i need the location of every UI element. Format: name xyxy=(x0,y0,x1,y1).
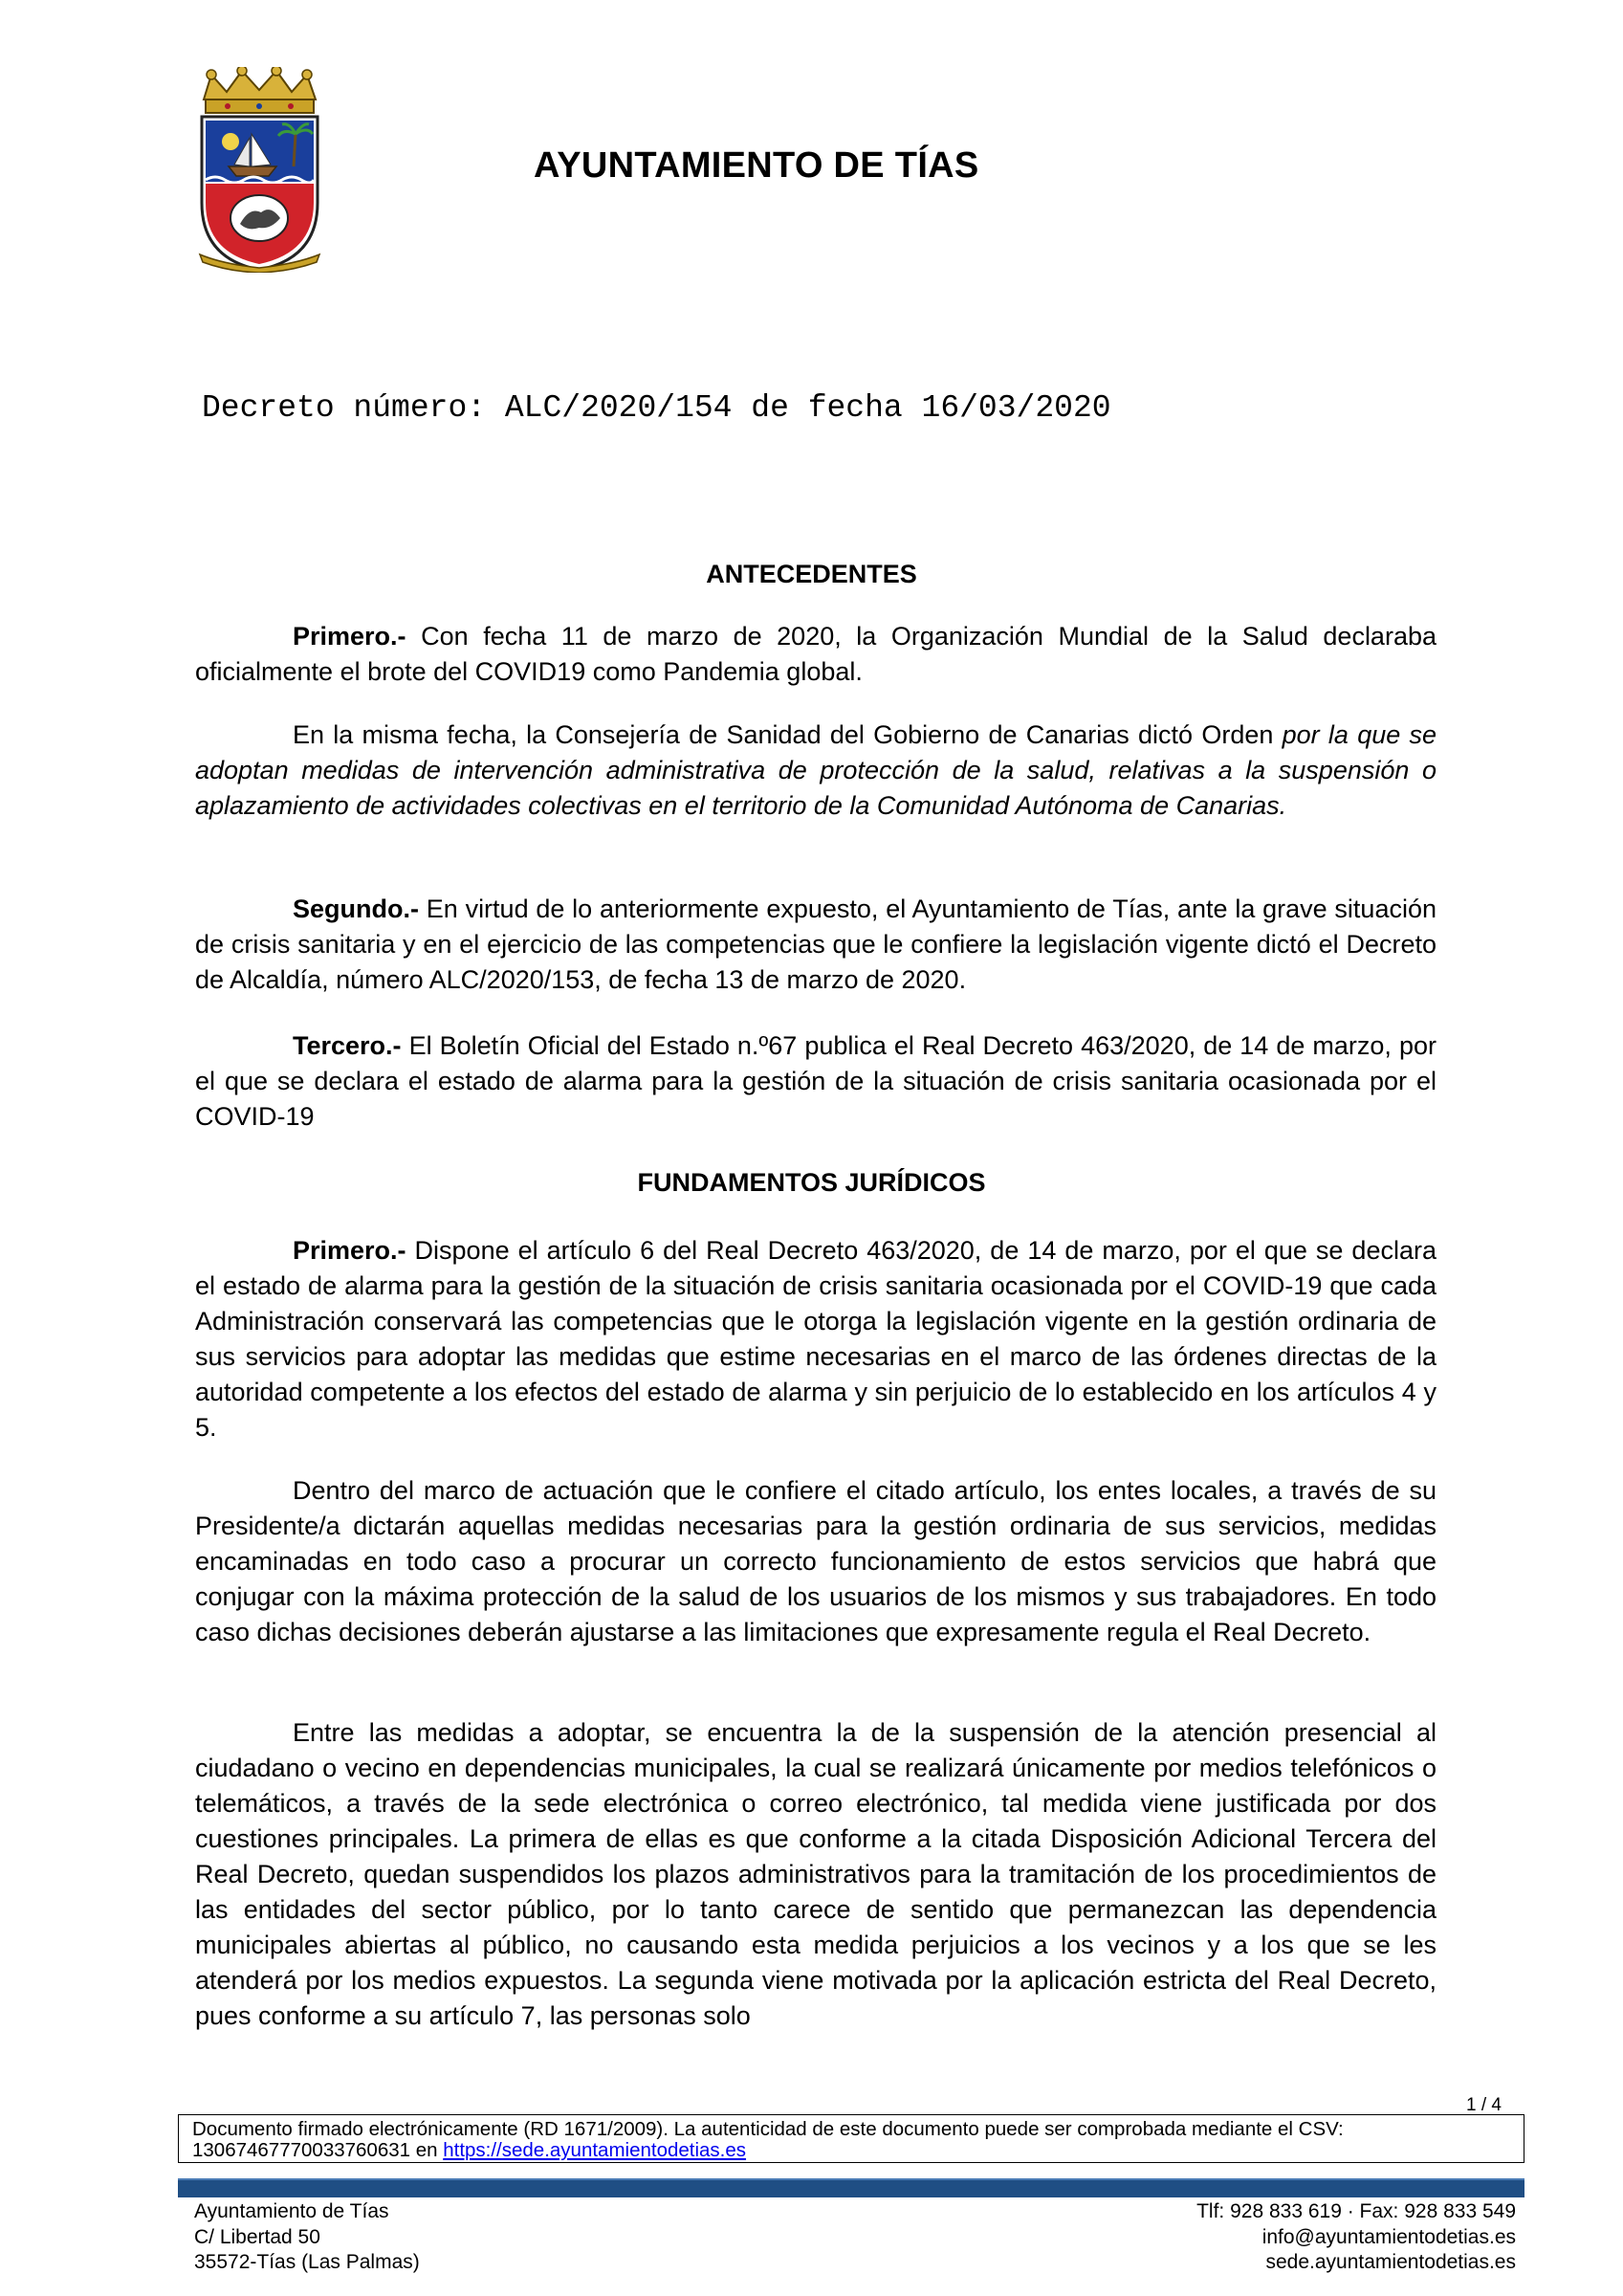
paragraph-lead: Segundo.- xyxy=(293,894,419,923)
footer-street: C/ Libertad 50 xyxy=(194,2225,320,2248)
paragraph-text: En virtud de lo anteriormente expuesto, el Ayuntamiento de Tías, ante la grave situación de crisis sanitaria y en el ejercicio de las competencias que le confiere la legislación vigente dictó el Decreto de Alcaldía, número ALC/2020/153, de fecha 13 de marzo de 2020. xyxy=(195,894,1437,994)
footer-org-name: Ayuntamiento de Tías xyxy=(194,2200,389,2222)
page-number: 1 / 4 xyxy=(1466,2095,1502,2115)
paragraph-lead: Primero.- xyxy=(293,622,406,651)
paragraph-text: El Boletín Oficial del Estado n.º67 publica el Real Decreto 463/2020, de 14 de marzo, por el que se declara el estado de alarma para la gestión de la situación de crisis sanitaria ocasionada por el COVID-19 xyxy=(195,1031,1437,1131)
paragraph-lead: Tercero.- xyxy=(293,1031,402,1060)
paragraph-antecedentes-segundo xyxy=(195,892,1437,998)
paragraph-fundamentos-primero xyxy=(195,1233,1437,1446)
paragraph-antecedentes-orden xyxy=(195,718,1437,824)
paragraph-italic-title: por la que se adoptan medidas de intervención administrativa de protección de la salud, relativas a la suspensión o aplazamiento de actividades colectivas en el territorio de la Comunidad Autónoma de Canarias. xyxy=(195,720,1437,820)
organization-title: AYUNTAMIENTO DE TÍAS xyxy=(534,145,979,186)
paragraph-text: Dispone el artículo 6 del Real Decreto 463/2020, de 14 de marzo, por el que se declara el estado de alarma para la gestión de la situación de crisis sanitaria ocasionada por el COVID-19 que cada Administración conservará las competencias que le otorga la legislación vigente en la gestión ordinaria de sus servicios para adoptar las medidas que estime necesarias en el marco de las órdenes directas de la autoridad competente a los efectos del estado de alarma y sin perjuicio de lo establecido en los artículos 4 y 5. xyxy=(195,1236,1437,1442)
paragraph-lead: Primero.- xyxy=(293,1236,406,1265)
electronic-signature-box xyxy=(178,2114,1524,2163)
paragraph-text: En la misma fecha, la Consejería de Sanidad del Gobierno de Canarias dictó Orden xyxy=(293,720,1283,749)
footer-phone-fax: Tlf: 928 833 619 · Fax: 928 833 549 xyxy=(1196,2200,1516,2222)
paragraph-text: Con fecha 11 de marzo de 2020, la Organización Mundial de la Salud declaraba oficialmente el brote del COVID19 como Pandemia global. xyxy=(195,622,1437,686)
footer-website: sede.ayuntamientodetias.es xyxy=(1265,2251,1516,2273)
paragraph-antecedentes-primero xyxy=(195,619,1437,690)
footer-divider-bar xyxy=(178,2178,1524,2197)
paragraph-fundamentos-marco xyxy=(195,1473,1437,1650)
paragraph-fundamentos-medidas xyxy=(195,1715,1437,2034)
paragraph-antecedentes-tercero xyxy=(195,1028,1437,1135)
footer-email: info@ayuntamientodetias.es xyxy=(1261,2225,1516,2248)
section-heading-antecedentes: ANTECEDENTES xyxy=(706,560,917,588)
section-heading-fundamentos: FUNDAMENTOS JURÍDICOS xyxy=(637,1168,986,1197)
signature-text: Documento firmado electrónicamente (RD 1671/2009). La autenticidad de este documento puede ser comprobada mediante el CSV: 13067467770033760631 en xyxy=(192,2118,1344,2161)
footer-address xyxy=(194,2199,420,2276)
crown-icon xyxy=(204,67,316,113)
paragraph-text: Dentro del marco de actuación que le confiere el citado artículo, los entes locales, a través de su Presidente/a dictarán aquellas medidas necesarias para la gestión ordinaria de sus servicios, medidas encaminadas en todo caso a procurar un correcto funcionamiento de estos servicios que habrá que conjugar con la máxima protección de la salud de los usuarios de los mismos y sus trabajadores. En todo caso dichas decisiones deberán ajustarse a las limitaciones que expresamente regula el Real Decreto. xyxy=(195,1476,1437,1646)
decree-number-line: Decreto número: ALC/2020/154 de fecha 16/03/2020 xyxy=(202,390,1111,426)
footer-city: 35572-Tías (Las Palmas) xyxy=(194,2251,420,2273)
paragraph-text: Entre las medidas a adoptar, se encuentra la de la suspensión de la atención presencial al ciudadano o vecino en dependencias municipales, la cual se realizará únicamente por medios telefónicos o telemáticos, a través de la sede electrónica o correo electrónico, tal medida viene justificada por dos cuestiones principales. La primera de ellas es que conforme a la citada Disposición Adicional Tercera del Real Decreto, quedan suspendidos los plazos administrativos para la tramitación de los procedimientos de las entidades del sector público, por lo tanto carece de sentido que permanezcan las dependencia municipales abiertas al público, no causando esta medida perjuicios a los vecinos y a los que se les atenderá por los medios expuestos. La segunda viene motivada por la aplicación estricta del Real Decreto, pues conforme a su artículo 7, las personas solo xyxy=(195,1718,1437,2030)
verification-link[interactable]: https://sede.ayuntamientodetias.es xyxy=(443,2139,747,2161)
footer-contact xyxy=(1196,2199,1516,2276)
municipal-crest-icon xyxy=(194,67,325,273)
